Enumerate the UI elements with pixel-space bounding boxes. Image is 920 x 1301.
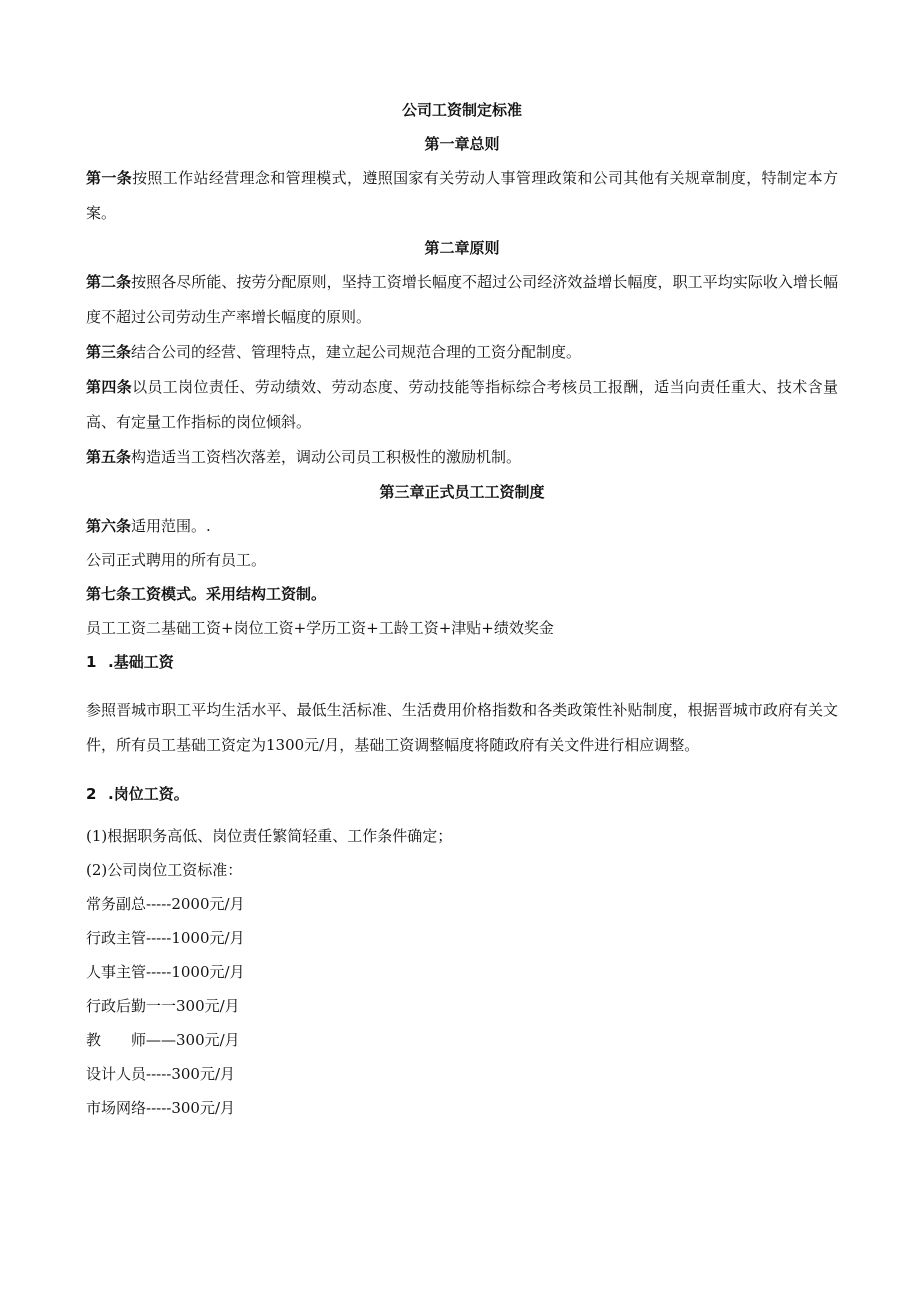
article-6-text: 适用范围。.: [131, 517, 211, 535]
article-6-lead: 第六条: [86, 517, 132, 535]
article-1: [86, 161, 838, 231]
article-4: [86, 370, 838, 440]
article-3: [86, 335, 838, 370]
article-7-heading: 第七条工资模式。采用结构工资制。: [86, 585, 327, 603]
article-5: [86, 440, 838, 475]
article-2: [86, 265, 838, 335]
article-2-lead: 第二条: [86, 273, 132, 291]
section-2-heading: [86, 777, 838, 811]
wage-line: 设计人员-----300元/月: [86, 1065, 236, 1083]
wage-line: 教 师——300元/月: [86, 1031, 240, 1049]
wage-line: 人事主管-----1000元/月: [86, 963, 245, 981]
article-5-text: 构造适当工资档次落差，调动公司员工积极性的激励机制。: [131, 448, 522, 466]
chapter-3-heading: 第三章正式员工工资制度: [379, 483, 545, 501]
section-1-heading: [86, 645, 838, 679]
wage-line: 行政主管-----1000元/月: [86, 929, 245, 947]
article-6: [86, 509, 838, 543]
article-1-lead: 第一条: [86, 169, 133, 187]
article-3-text: 结合公司的经营、管理特点，建立起公司规范合理的工资分配制度。: [131, 343, 582, 361]
article-6-body: 公司正式聘用的所有员工。: [86, 551, 267, 569]
article-1-text: 按照工作站经营理念和管理模式，遵照国家有关劳动人事管理政策和公司其他有关规章制度，特制定本方案。: [86, 169, 838, 222]
article-4-text: 以员工岗位责任、劳动绩效、劳动态度、劳动技能等指标综合考核员工报酬，适当向责任重大、技术含量高、有定量工作指标的岗位倾斜。: [86, 378, 838, 431]
section-2-title: .岗位工资。: [108, 785, 189, 803]
wage-line: 行政后勤一一300元/月: [86, 997, 240, 1015]
section-1-number: 1: [86, 653, 97, 671]
article-5-lead: 第五条: [86, 448, 132, 466]
article-2-text: 按照各尽所能、按劳分配原则，坚持工资增长幅度不超过公司经济效益增长幅度，职工平均实际收入增长幅度不超过公司劳动生产率增长幅度的原则。: [86, 273, 838, 326]
article-3-lead: 第三条: [86, 343, 132, 361]
wage-list: [86, 887, 838, 1125]
wage-formula: 员工工资二基础工资+岗位工资+学历工资+工龄工资+津贴+绩效奖金: [86, 619, 554, 637]
section-2-item-1: (1)根据职务高低、岗位责任繁简轻重、工作条件确定；: [86, 827, 453, 845]
section-1-title: .基础工资: [108, 653, 174, 671]
article-4-lead: 第四条: [86, 378, 133, 396]
chapter-1-heading: 第一章总则: [424, 135, 500, 153]
section-1-body: 参照晋城市职工平均生活水平、最低生活标准、生活费用价格指数和各类政策性补贴制度，根据晋城市政府有关文件，所有员工基础工资定为1300元/月，基础工资调整幅度将随政府有关文件进行相应调整。: [86, 701, 838, 754]
section-2-number: 2: [86, 785, 97, 803]
document-title: 公司工资制定标准: [401, 101, 522, 119]
wage-line: 常务副总-----2000元/月: [86, 895, 245, 913]
chapter-2-heading: 第二章原则: [424, 239, 500, 257]
wage-line: 市场网络-----300元/月: [86, 1099, 236, 1117]
section-2-item-2: (2)公司岗位工资标准：: [86, 861, 243, 879]
